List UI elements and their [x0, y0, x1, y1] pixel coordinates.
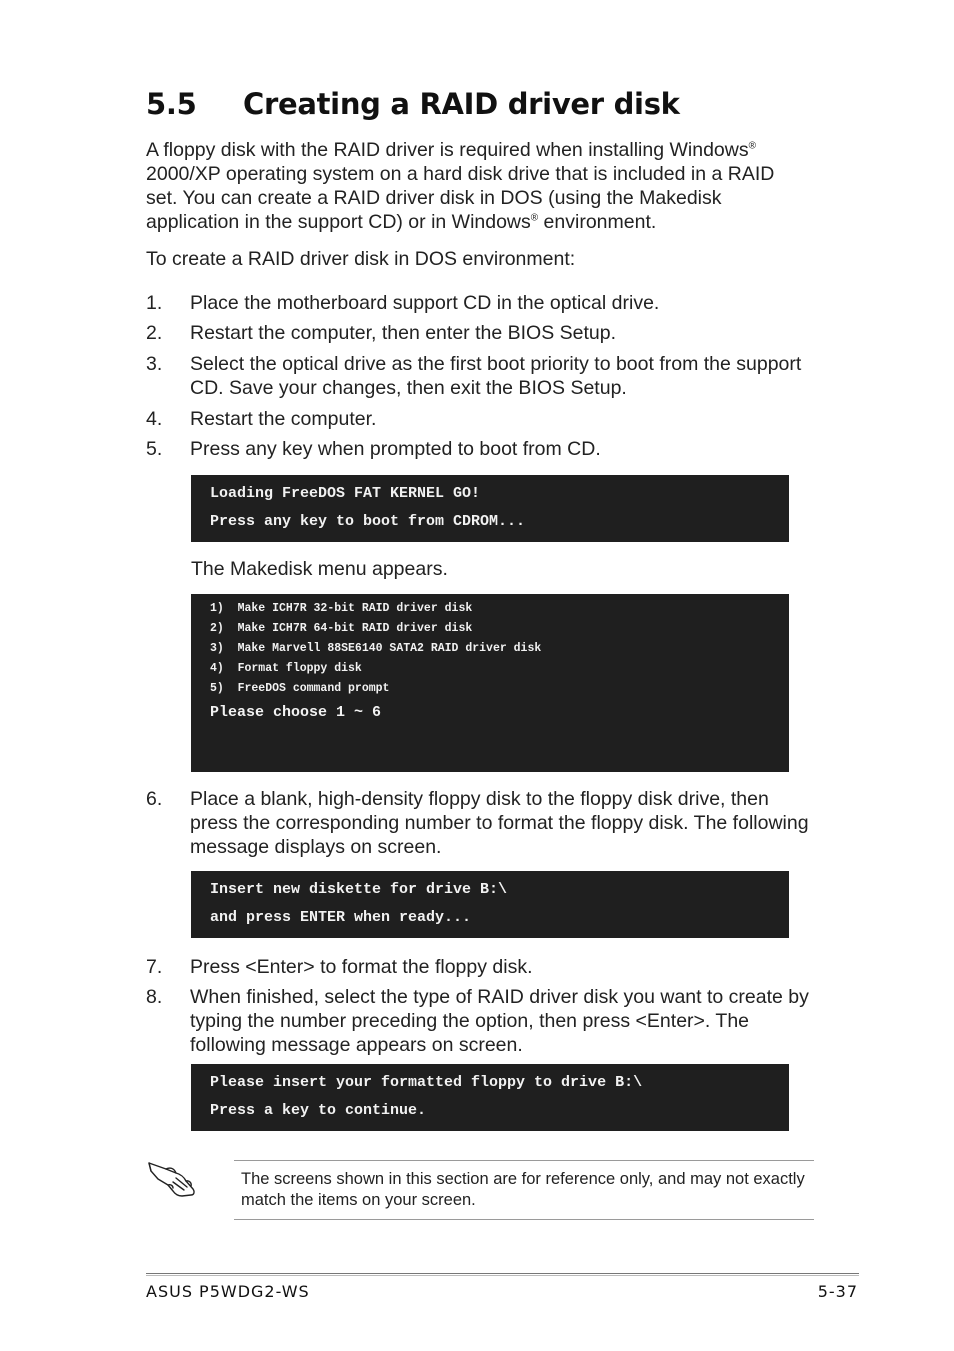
note-hand-icon — [146, 1157, 200, 1201]
console-line: Please insert your formatted floppy to drive B:\ — [210, 1074, 643, 1091]
step-text: Press <Enter> to format the floppy disk. — [190, 956, 533, 978]
step-number: 6. — [146, 788, 163, 810]
step-text: Place the motherboard support CD in the optical drive. — [190, 292, 660, 314]
step-number: 3. — [146, 353, 163, 375]
section-title: Creating a RAID driver disk — [243, 87, 680, 121]
footer-page-number: 5-37 — [817, 1282, 858, 1301]
footer-product-name: ASUS P5WDG2-WS — [146, 1282, 310, 1301]
step-text: Place a blank, high-density floppy disk to the floppy disk drive, then press the corresponding number to format the floppy disk. The following message displays on screen. — [190, 788, 809, 858]
console-makedisk-menu — [191, 594, 789, 772]
step-text: Restart the computer, then enter the BIOS Setup. — [190, 322, 616, 344]
step-number: 4. — [146, 408, 163, 430]
step-number: 7. — [146, 956, 163, 978]
intro-text-1: A floppy disk with the RAID driver is required when installing Windows — [146, 139, 749, 161]
console-line: Press a key to continue. — [210, 1102, 427, 1119]
menu-option: 2) Make ICH7R 64-bit RAID driver disk — [210, 622, 473, 635]
step-text: Press any key when prompted to boot from CD. — [190, 438, 601, 460]
step-text: Restart the computer. — [190, 408, 377, 430]
menu-prompt: Please choose 1 ~ 6 — [210, 704, 382, 721]
note-box — [234, 1160, 814, 1220]
intro-text-2: 2000/XP operating system on a hard disk drive that is included in a RAID set. You can create a RAID driver disk in DOS (using the Makedisk application in the support CD) or in Windows — [146, 163, 775, 233]
note-text: The screens shown in this section are for reference only, and may not exactly match the items on your screen. — [241, 1170, 805, 1209]
registered-mark: ® — [748, 140, 756, 152]
step-text: When finished, select the type of RAID driver disk you want to create by typing the number preceding the option, then press <Enter>. The following message appears on screen. — [190, 986, 809, 1056]
intro-paragraph — [146, 138, 806, 234]
menu-option: 5) FreeDOS command prompt — [210, 682, 390, 695]
menu-caption: The Makedisk menu appears. — [191, 558, 448, 580]
step-number: 5. — [146, 438, 163, 460]
console-line: Insert new diskette for drive B:\ — [210, 881, 508, 898]
console-insert-diskette — [191, 871, 789, 938]
step-number: 8. — [146, 986, 163, 1008]
menu-option: 1) Make ICH7R 32-bit RAID driver disk — [210, 602, 473, 615]
section-number: 5.5 — [146, 87, 197, 121]
console-boot-screen — [191, 475, 789, 542]
step-text: Select the optical drive as the first boot priority to boot from the support CD. Save your changes, then exit the BIOS Setup. — [190, 353, 802, 399]
lead-paragraph: To create a RAID driver disk in DOS environment: — [146, 248, 576, 270]
footer-divider — [146, 1273, 859, 1276]
step-number: 1. — [146, 292, 163, 314]
console-insert-formatted — [191, 1064, 789, 1131]
console-line: Press any key to boot from CDROM... — [210, 513, 526, 530]
console-line: and press ENTER when ready... — [210, 909, 472, 926]
section-heading — [146, 84, 680, 124]
menu-option: 4) Format floppy disk — [210, 662, 362, 675]
menu-option: 3) Make Marvell 88SE6140 SATA2 RAID driver disk — [210, 642, 542, 655]
intro-text-3: environment. — [538, 211, 657, 233]
console-line: Loading FreeDOS FAT KERNEL GO! — [210, 485, 481, 502]
step-number: 2. — [146, 322, 163, 344]
registered-mark: ® — [530, 212, 539, 224]
